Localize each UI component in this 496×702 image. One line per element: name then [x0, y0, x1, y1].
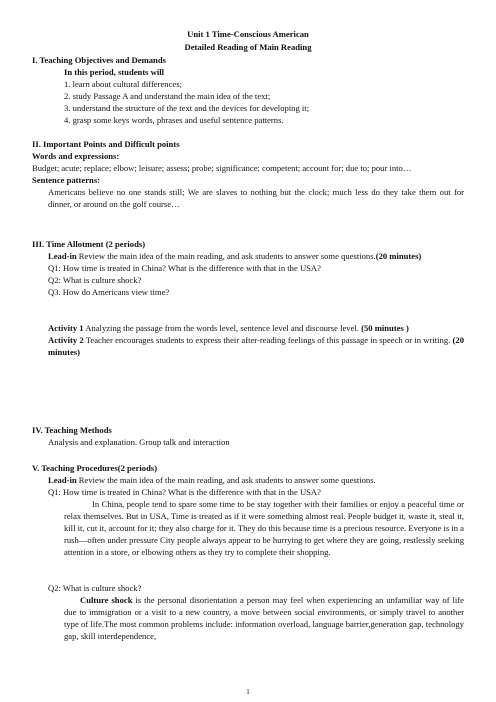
section-objectives [32, 54, 464, 126]
section-heading: IV. Teaching Methods [32, 425, 112, 435]
question: Q1: How time is treated in China? What is the difference with that in the USA? [48, 487, 321, 497]
question: Q1: How time is treated in China? What is the difference with that in the USA? [48, 263, 321, 273]
activity-2 [32, 334, 464, 358]
activity-label: Activity 2 [48, 335, 84, 345]
document-subtitle: Detailed Reading of Main Reading [184, 42, 312, 52]
document-title: Unit 1 Time-Conscious American [187, 29, 309, 39]
section-heading: II. Important Points and Difficult points [32, 139, 180, 149]
patterns-text: Americans believe no one stands still; We are slaves to nothing but the clock; much less do they take them out for dinner, or around on the golf course… [48, 187, 464, 209]
section-time-allotment [32, 238, 464, 358]
section-heading: I. Teaching Objectives and Demands [32, 55, 166, 65]
leadin-text: Review the main idea of the main reading, and ask students to answer some questions. [76, 475, 376, 485]
methods-text: Analysis and explanation. Group talk and interaction [48, 437, 230, 447]
leadin-label: Lead-in [48, 251, 77, 261]
section-teaching-procedures [32, 462, 464, 642]
question: Q3. How do Americans view time? [48, 287, 170, 297]
activity-text: Teacher encourages students to express their after-reading feelings of this passage in speech or in writing. [83, 335, 453, 345]
patterns-label: Sentence patterns: [32, 175, 101, 185]
section-heading: V. Teaching Procedures(2 periods) [32, 463, 158, 473]
objective-item: 1. learn about cultural differences; [64, 79, 182, 89]
section-important-points [32, 138, 464, 210]
answer-paragraph [32, 594, 464, 642]
objective-item: 3. understand the structure of the text and the devices for developing it; [64, 103, 310, 113]
activity-1 [32, 322, 464, 334]
term-label: Culture shock [80, 595, 133, 605]
words-list: Budget; acute; replace; elbow; leisure; assess; probe; significance; competent; account for; due to; pour into… [32, 163, 412, 173]
activity-time: (20 minutes) [48, 335, 464, 357]
leadin-paragraph [32, 474, 464, 486]
question: Q2: What is culture shock? [48, 583, 142, 593]
section-heading: III. Time Allotment (2 periods) [32, 239, 146, 249]
activity-label: Activity 1 [48, 323, 84, 333]
leadin-paragraph [32, 250, 464, 262]
leadin-time: (20 minutes) [375, 251, 422, 261]
answer-text: is the personal disorientation a person may feel when experiencing an unfamiliar way of life due to immigration or a visit to a new country, a move between social environments, or simply travel to another type of life.The most common problems include: information overload, language barrier,generation gap, technology gap, skill interdependence, [64, 595, 464, 641]
answer-paragraph: In China, people tend to spare some time to be stay together with their families or enjoy a peaceful time or relax themselves. But in USA, Time is treated as if it were something almost real. People budget it, waste it, steal it, kill it, cut it, account for it; they also charge for it. They do this because time is a precious resource. Everyone is in a rush—often under pressure City people always appear to be hurrying to get where they are going, restlessly seeking attention in a store, or elbowing others as they try to complete their shopping. [64, 499, 464, 557]
leadin-text: Review the main idea of the main reading, and ask students to answer some questions. [76, 251, 376, 261]
activity-text: Analyzing the passage from the words level, sentence level and discourse level. [83, 323, 362, 333]
question: Q2: What is culture shock? [48, 275, 142, 285]
objective-item: 4. grasp some keys words, phrases and useful sentence patterns. [64, 115, 284, 125]
activity-time: (50 minutes ) [361, 323, 409, 333]
objective-item: 2. study Passage A and understand the main idea of the text; [64, 91, 271, 101]
objectives-intro: In this period, students will [64, 67, 165, 77]
section-teaching-methods [32, 424, 464, 448]
page-number: 1 [246, 688, 250, 696]
words-label: Words and expressions: [32, 151, 120, 161]
leadin-label: Lead-in [48, 475, 77, 485]
